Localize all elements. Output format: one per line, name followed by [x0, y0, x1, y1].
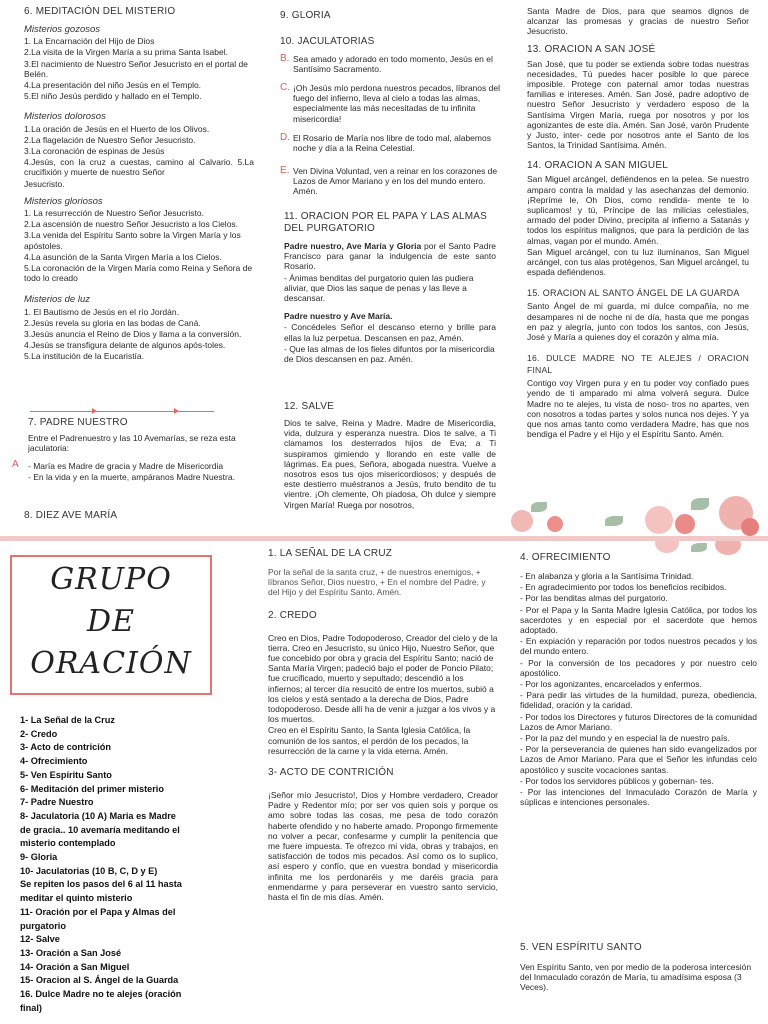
jaculatoria-line: - En la vida y en la muerte, ampáranos Madre Nuestra.: [28, 472, 235, 483]
list-item: 2.La flagelación de Nuestro Señor Jesucristo.: [24, 134, 196, 145]
oracion-papa-text: [284, 241, 496, 272]
oracion-papa-bold: Padre nuestro, Ave María y Gloria: [284, 241, 422, 251]
list-item: 3.Jesús anuncia el Reino de Dios y llama a la conversión.: [24, 329, 242, 340]
oracion-papa-text3: - Concédeles Señor el descanso eterno y brille para ellas la luz perpetua. Descansen en paz, Amén.: [284, 322, 496, 343]
padre-nuestro-text: Entre el Padrenuestro y las 10 Avemarías, se reza esta jaculatoria:: [28, 433, 236, 454]
list-item: 16. Dulce Madre no te alejes (oración: [20, 989, 182, 1000]
padre-nuestro-section: [28, 417, 258, 454]
dulce-madre-text: Contigo voy Virgen pura y en tu poder voy confiado pues yendo de ti amparado mi alma volverá segura. Dulce Madre no te alejes, tu vista de noso- tros no apartes, ven con nosotros a todas partes y solos nunca nos dejes. Y ya que nos amas tanto como verdadera Madre, has que nos bendiga el Padre y el Hijo y el Espíritu Santo. Amén.: [527, 378, 749, 440]
list-item: 14- Oración a San Miguel: [20, 961, 130, 972]
list-item: 7- Padre Nuestro: [20, 797, 94, 808]
jaculatoria-letter: B.: [280, 53, 290, 64]
luz-list: [24, 307, 254, 362]
list-item: purgatorio: [20, 920, 66, 931]
top-right-column: [527, 6, 749, 441]
list-item: 5.El niño Jesús perdido y hallado en el Templo.: [24, 91, 202, 102]
gloria-heading: 9. GLORIA: [280, 10, 331, 21]
top-middle-column: [280, 10, 502, 48]
list-item: 10- Jaculatorias (10 B, C, D y E): [20, 865, 158, 876]
list-item: meditar el quinto misterio: [20, 893, 133, 904]
senal-cruz-text: Por la señal de la santa cruz, + de nuestros enemigos, + líbranos Señor, Dios nuestro, + En el nombre del Padre, y del Hijo y del Espíritu Santo. Amén.: [268, 567, 486, 598]
list-item: Se repiten los pasos del 6 al 11 hasta: [20, 879, 182, 890]
list-item: 2.La visita de la Virgen María a su prima Santa Isabel.: [24, 47, 228, 58]
salve-text: Dios te salve, Reina y Madre. Madre de Misericordia, vida, dulzura y esperanza nuestra. Dios te salve, a Ti clamamos los desterrados hijos de Eva; a Ti suspiramos gimiendo y llorando en este valle de lágrimas. Ea pues, Señora, abogada nuestra. Vuelve a nosotros esos tus ojos misericordiosos; y después de este destierro muéstranos a Jesús, fruto bendito de tu vientre. ¡Oh clemente, Oh piadosa, Oh dulce y siempre Virgen María! Ruega por nosotros,: [284, 418, 496, 510]
ofrecimiento-heading: 4. OFRECIMIENTO: [520, 552, 611, 563]
list-item: - En expiación y reparación por todos nuestros pecados y los del mundo entero.: [520, 636, 757, 657]
list-item: 5- Ven Espíritu Santo: [20, 769, 112, 780]
list-item: - En alabanza y gloria a la Santísima Trinidad.: [520, 571, 694, 581]
list-item: 6- Meditación del primer misterio: [20, 783, 164, 794]
luz-heading: Misterios de luz: [24, 294, 90, 306]
list-item: 4.Jesús se transfigura delante de algunos após-toles.: [24, 340, 226, 351]
jaculatoria-b: [280, 54, 502, 74]
senal-cruz-heading: 1. LA SEÑAL DE LA CRUZ: [268, 548, 393, 559]
san-miguel-heading: 14. ORACION A SAN MIGUEL: [527, 160, 668, 172]
padre-nuestro-heading: 7. PADRE NUESTRO: [28, 417, 128, 428]
jaculatoria-letter: E.: [280, 165, 290, 176]
divider-arrow-icon: [174, 408, 179, 414]
list-item: 8- Jaculatoria (10 A) Maria es Madre: [20, 810, 176, 821]
title-line: GRUPO: [50, 562, 172, 597]
jaculatoria-letter: C.: [280, 82, 290, 93]
list-item: 1. La Encarnación del Hijo de Dios: [24, 36, 155, 47]
list-item: 5.La coronación de la Virgen María como Reina y Señora de todo lo creado: [24, 263, 253, 284]
angel-guarda-heading: 15. ORACION AL SANTO ÁNGEL DE LA GUARDA: [527, 288, 740, 299]
list-item: - Para pedir las virtudes de la humildad, pureza, obediencia, fidelidad, oración y la caridad.: [520, 690, 757, 711]
jaculatoria-text: ¡Oh Jesús mío perdona nuestros pecados, líbranos del fuego del infierno, lleva al cielo a todas las almas, especialmente las más necesitadas de tu infinita misericordia!: [293, 83, 500, 124]
dolorosos-list: [24, 124, 254, 189]
list-item: - En agradecimiento por todos los beneficios recibidos.: [520, 582, 727, 593]
oracion-papa-section: [284, 211, 496, 365]
oracion-papa-rest: por el Santo Padre Francisco para ganar la indulgencia de este santo Rosario.: [284, 241, 497, 272]
bottom-right-column: [520, 552, 757, 808]
jaculatoria-c: [280, 83, 502, 124]
san-jose-heading: 13. ORACION A SAN JOSÉ: [527, 43, 656, 55]
acto-contricion-heading: 3- ACTO DE CONTRICIÓN: [268, 767, 394, 779]
list-item: - Por la perseverancia de quienes han sido evangelizados por Lazos de Amor Mariano. Para que el Señor les infundas celo apostólico y suscite vocaciones santas.: [520, 744, 757, 775]
salve-section: [284, 401, 496, 511]
decorative-divider-line: [30, 411, 214, 412]
bottom-middle-column: [268, 548, 498, 903]
salve-continuation: Santa Madre de Dios, para que seamos dignos de alcanzar las promesas y gracias de nuestro Señor Jesucristo.: [527, 6, 749, 37]
jaculatoria-a: [28, 461, 252, 483]
san-jose-text: San José, que tu poder se extienda sobre todas nuestras necesidades, Tú puedes hacer posible lo que parece imposible. Protege con paternal amor todas nuestras familias e intereses. Amén. San José, padre adoptivo de nuestro Señor Jesucristo y verdadero esposo de la Santísima Virgen María, ruega por nosotros y por los agonizantes de este día. Amén. San José, varón Prudente y Justo, inter- cede por nosotros ante el Santo de los Santos, la Trinidad Santísima. Amén.: [527, 58, 749, 151]
list-item: 3- Acto de contrición: [20, 742, 112, 753]
list-item: 3.El nacimiento de Nuestro Señor Jesucristo en el portal de Belén.: [24, 58, 248, 79]
list-item: 9- Gloria: [20, 852, 58, 863]
salve-heading: 12. SALVE: [284, 401, 334, 412]
list-item: - Por la paz del mundo y en especial la de nuestro país.: [520, 733, 730, 744]
list-item: 3.La coronación de espinas de Jesús: [24, 146, 165, 157]
list-item: 4.Jesús, con la cruz a cuestas, camino al Calvario. 5.La crucifixión y muerte de nuestro Señor: [24, 157, 254, 178]
list-item: - Por todos los Directores y futuros Directores de la comunidad Lazos de Amor Mariano.: [520, 711, 757, 732]
san-miguel-text: San Miguel arcángel, defiéndenos en la pelea. Se nuestro amparo contra la maldad y las asechanzas del demonio. ¡Repríme le, Oh Dios, como rendida- mente te lo suplicamos! y tú, Príncipe de las milicias celestiales, armado del poder Divino, precipita al infierno a Satanás y todos los espíritus malignos, que para la perdición de las almas, vagan por el mundo. Amén.: [527, 174, 749, 246]
credo-text: Creo en Dios, Padre Todopoderoso, Creador del cielo y de la tierra. Creo en Jesucristo, su único Hijo, Nuestro Señor, que fue concebido por obra y gracia del Espíritu Santo; nació de Santa María Virgen; padeció bajo el poder de Poncio Pilato; fue crucificado, muerto y sepultado; descendió a los infiernos; al tercer día resucitó de entre los muertos, subió a los cielos y está sentado a la derecha de Dios, Padre todopoderoso. Desde allí ha de venir a juzgar a los vivos y a los muertos.: [268, 632, 498, 725]
gozosos-heading: Misterios gozosos: [24, 24, 101, 35]
grupo-oracion-title-box: [10, 555, 212, 695]
list-item: 2.La ascensión de nuestro Señor Jesucristo a los Cielos.: [24, 219, 239, 230]
ven-espiritu-text: Ven Espíritu Santo, ven por medio de la poderosa intercesión del Inmaculado corazón de María, tu amadísima esposa (3 Veces).: [520, 962, 752, 993]
list-item: 4.La asunción de la Santa Virgen María a los Cielos.: [24, 251, 222, 262]
angel-guarda-text: Santo Ángel de mi guarda, mi dulce compañía, no me desampares ni de noche ni de día, hasta que me pongas en paz y alegría, junto con todos los santos, con Jesús, José y María a quienes doy el corazón y alma mía.: [527, 301, 749, 343]
list-item: 1. La resurrección de Nuestro Señor Jesucristo.: [24, 208, 205, 219]
dolorosos-heading: Misterios dolorosos: [24, 111, 106, 123]
list-item: 15- Oracion al S. Ángel de la Guarda: [20, 975, 179, 986]
acto-contricion-text: ¡Señor mío Jesucristo!, Dios y Hombre verdadero, Creador Padre y Redentor mío; por ser vos quien sois y porque os amo sobre todas las cosas, me pesa de todo corazón haberte ofendido y no haberte amado. Propongo firmemente no volver a pecar, confesarme y cumplir la penitencia que me fuere impuesta. Te ofrezco mi vida, obras y trabajos, en satisfacción de todos mis pecados. Así como os lo suplico, así espero y confío, que en vuestra bondad y misericordia infinita me los perdonaréis y me daréis gracia para enmendarme y para perseverar en vuestro santo servicio, hasta el fin de mis días. Amén.: [268, 790, 498, 903]
list-item: - Por las intenciones del Inmaculado Corazón de María y súplicas e intenciones personales.: [520, 787, 757, 808]
list-item: 1.La oración de Jesús en el Huerto de los Olivos.: [24, 123, 210, 134]
list-item: 12- Salve: [20, 934, 60, 945]
list-item: 4.La presentación del niño Jesús en el Templo.: [24, 80, 202, 91]
jaculatoria-letter: D.: [280, 132, 290, 143]
title-line: ORACIÓN: [30, 646, 192, 681]
floral-decoration: [505, 492, 768, 538]
ofrecimiento-list: [520, 571, 757, 807]
jaculatorias-heading: 10. JACULATORIAS: [280, 36, 375, 47]
list-item: 2.Jesús revela su gloria en las bodas de Caná.: [24, 317, 201, 328]
list-item: 2- Credo: [20, 728, 58, 739]
meditacion-heading: 6. MEDITACIÓN DEL MISTERIO: [24, 6, 176, 17]
gozosos-list: [24, 36, 254, 101]
top-left-column: [24, 6, 254, 363]
jaculatoria-text: Sea amado y adorado en todo momento, Jesús en el Santísimo Sacramento.: [293, 54, 493, 75]
list-item: - Por todos los servidores públicos y gobernan- tes.: [520, 775, 714, 786]
credo-heading: 2. CREDO: [268, 609, 317, 621]
oracion-papa-heading: 11. ORACION POR EL PAPA Y LAS ALMAS DEL PURGATORIO: [284, 211, 488, 234]
jaculatoria-d: [280, 133, 502, 153]
diez-ave-maria-heading: 8. DIEZ AVE MARÍA: [24, 510, 118, 521]
list-item: final): [20, 1002, 42, 1013]
list-item: misterio contemplado: [20, 838, 116, 849]
list-item: - Por el Papa y la Santa Madre Iglesia Católica, por todos los sacerdotes y en especial por el sacerdote que hemos adoptado.: [520, 604, 757, 636]
diez-ave-maria-section: [24, 510, 254, 522]
dulce-madre-heading: 16. DULCE MADRE NO TE ALEJES / ORACION FINAL: [527, 353, 749, 376]
gloriosos-list: [24, 208, 254, 283]
list-item: de gracia.. 10 avemaría meditando el: [20, 824, 180, 835]
oracion-papa-bold2: Padre nuestro y Ave María.: [284, 311, 393, 322]
ven-espiritu-section: [520, 942, 757, 994]
list-item: 11- Oración por el Papa y Almas del: [20, 906, 176, 917]
jaculatoria-line: - María es Madre de gracia y Madre de Misericordia: [28, 461, 224, 471]
jaculatoria-text: Ven Divina Voluntad, ven a reinar en los corazones de Lazos de Amor Mariano y en los del mundo entero. Amén.: [293, 166, 498, 197]
list-item: 1. El Bautismo de Jesús en el río Jordán.: [24, 306, 179, 317]
jaculatoria-e: [280, 166, 502, 197]
credo-text2: Creo en el Espíritu Santo, la Santa Iglesia Católica, la comunión de los santos, el perdón de los pecados, la resurrección de la carne y la vida eterna. Amén.: [268, 725, 471, 756]
jaculatoria-text: El Rosario de María nos libre de todo mal, alabemos noche y día a la Reina Celestial.: [293, 133, 491, 154]
divider-arrow-icon: [92, 408, 97, 414]
jaculatoria-letter-a: A: [12, 459, 19, 470]
prayer-order-list: [20, 714, 220, 1015]
oracion-papa-text4: - Que las almas de los fieles difuntos por la misericordia de Dios descansen en paz. Amén.: [284, 343, 495, 365]
san-miguel-text2: San Miguel arcángel, con tu luz ilumínanos, San Miguel arcángel, con tus alas protégenos, San Miguel arcángel, tu espada defiéndenos.: [527, 246, 749, 278]
list-item: 4- Ofrecimiento: [20, 756, 88, 767]
list-item: - Por los agonizantes, encarcelados y enfermos.: [520, 679, 702, 690]
list-item: - Por la conversión de los pecadores y por nuestro celo apostólico.: [520, 657, 757, 678]
oracion-papa-text2: - Ánimas benditas del purgatorio quien las pudiera aliviar, que Dios las saque de penas y las lleve a descansar.: [284, 272, 474, 304]
ven-espiritu-heading: 5. VEN ESPÍRITU SANTO: [520, 942, 642, 953]
list-item: Jesucristo.: [24, 178, 65, 189]
list-item: 3.La venida del Espíritu Santo sobre la Virgen María y los apóstoles.: [24, 230, 241, 251]
gloriosos-heading: Misterios gloriosos: [24, 195, 103, 207]
list-item: 13- Oración a San José: [20, 947, 122, 958]
list-item: 5.La institución de la Eucaristía.: [24, 351, 145, 362]
title-line: DE: [87, 604, 135, 639]
list-item: 1- La Señal de la Cruz: [20, 715, 115, 725]
list-item: - Por las benditas almas del purgatorio.: [520, 593, 668, 604]
